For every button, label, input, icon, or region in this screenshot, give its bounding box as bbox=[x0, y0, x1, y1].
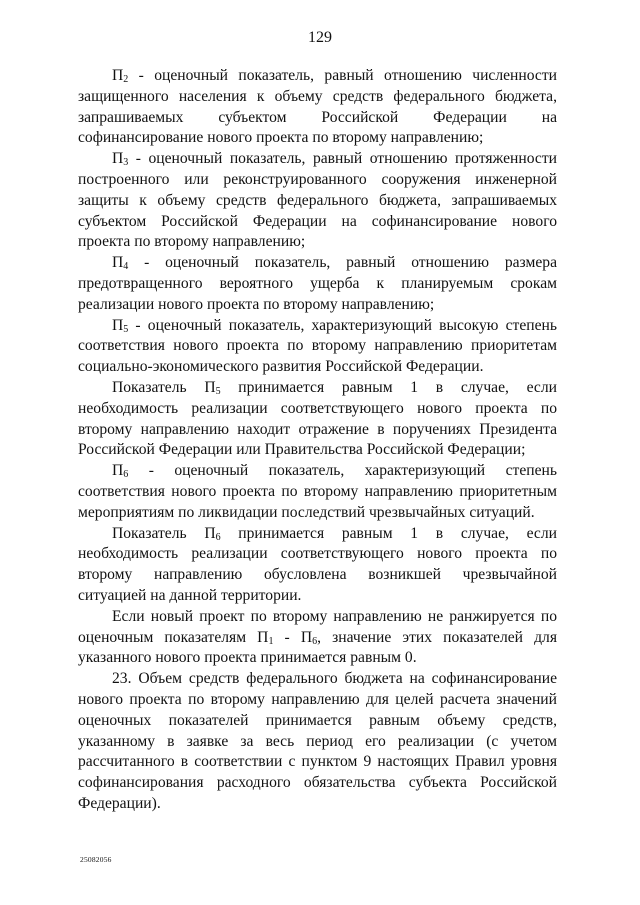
subscript: 5 bbox=[123, 323, 129, 335]
document-code: 25082056 bbox=[80, 855, 112, 864]
paragraph-text: - оценочный показатель, равный отношению размера предотвращенного вероятного ущерба к планируемым срокам реализации нового проекта по второму направлению; bbox=[78, 254, 557, 313]
subscript: 5 bbox=[215, 385, 221, 397]
paragraph-p4 bbox=[78, 253, 557, 315]
paragraph-text: 23. Объем средств федерального бюджета на софинансирование нового проекта по второму направлению для целей расчета значений оценочных показателей принимается равным объему средств, указанному в заявке за весь период его реализации (с учетом рассчитанного в соответствии с пунктом 9 настоящих Правил уровня софинансирования расходного обязательства субъекта Российской Федерации). bbox=[78, 670, 557, 812]
symbol: П bbox=[112, 67, 124, 84]
subscript: 4 bbox=[123, 261, 129, 273]
paragraph-p2 bbox=[78, 66, 557, 149]
paragraph-text: принимается равным 1 в случае, если необходимость реализации соответствующего нового проекта по второму направлению обусловлена возникшей чрезвычайной ситуацией на данной территории. bbox=[78, 524, 557, 604]
paragraph-text: - оценочный показатель, равный отношению численности защищенного населения к объему средств федерального бюджета, запрашиваемых субъектом Российской Федерации на софинансирование нового проекта по второму направлению; bbox=[78, 67, 557, 147]
paragraph-prefix: Показатель П bbox=[112, 524, 216, 542]
symbol: П bbox=[112, 150, 124, 168]
paragraph-text: принимается равным 1 в случае, если необходимость реализации соответствующего нового проекта по второму направлению находит отражение в поручениях Президента Российской Федерации или Правительства Российской Федерации; bbox=[78, 378, 557, 459]
subscript: 1 bbox=[268, 635, 274, 647]
paragraph-prefix: Если новый проект по второму направлению не ранжируется по оценочным показателям П bbox=[78, 607, 557, 646]
paragraph-p3 bbox=[78, 149, 557, 253]
paragraph-text: - оценочный показатель, равный отношению протяженности построенного или реконструированного сооружения инженерной защиты к объему средств федерального бюджета, запрашиваемых субъектом Российской Федерации на софинансирование нового проекта по второму направлению; bbox=[78, 150, 557, 251]
document-body bbox=[78, 66, 557, 815]
page-number: 129 bbox=[308, 29, 332, 46]
paragraph-p5 bbox=[78, 316, 557, 378]
symbol: П bbox=[112, 316, 124, 334]
paragraph-middle: - П bbox=[273, 628, 313, 646]
subscript: 6 bbox=[312, 635, 318, 647]
paragraph-text: , значение этих показателей для указанного нового проекта принимается равным 0. bbox=[78, 628, 557, 667]
paragraph-23 bbox=[78, 669, 557, 815]
subscript: 6 bbox=[215, 531, 221, 543]
paragraph-p6-rule bbox=[78, 524, 557, 607]
paragraph-not-ranked bbox=[78, 607, 557, 669]
paragraph-text: - оценочный показатель, характеризующий высокую степень соответствия нового проекта по второму направлению приоритетам социально-экономического развития Российской Федерации. bbox=[78, 316, 557, 376]
subscript: 6 bbox=[123, 469, 129, 481]
subscript: 2 bbox=[123, 74, 129, 85]
subscript: 3 bbox=[123, 157, 129, 169]
paragraph-p6 bbox=[78, 461, 557, 523]
symbol: П bbox=[112, 254, 124, 272]
symbol: П bbox=[112, 462, 124, 480]
paragraph-text: - оценочный показатель, характеризующий степень соответствия нового проекта по второму направлению приоритетным мероприятиям по ликвидации последствий чрезвычайных ситуаций. bbox=[78, 462, 557, 521]
paragraph-prefix: Показатель П bbox=[112, 378, 216, 396]
paragraph-p5-rule bbox=[78, 378, 557, 461]
